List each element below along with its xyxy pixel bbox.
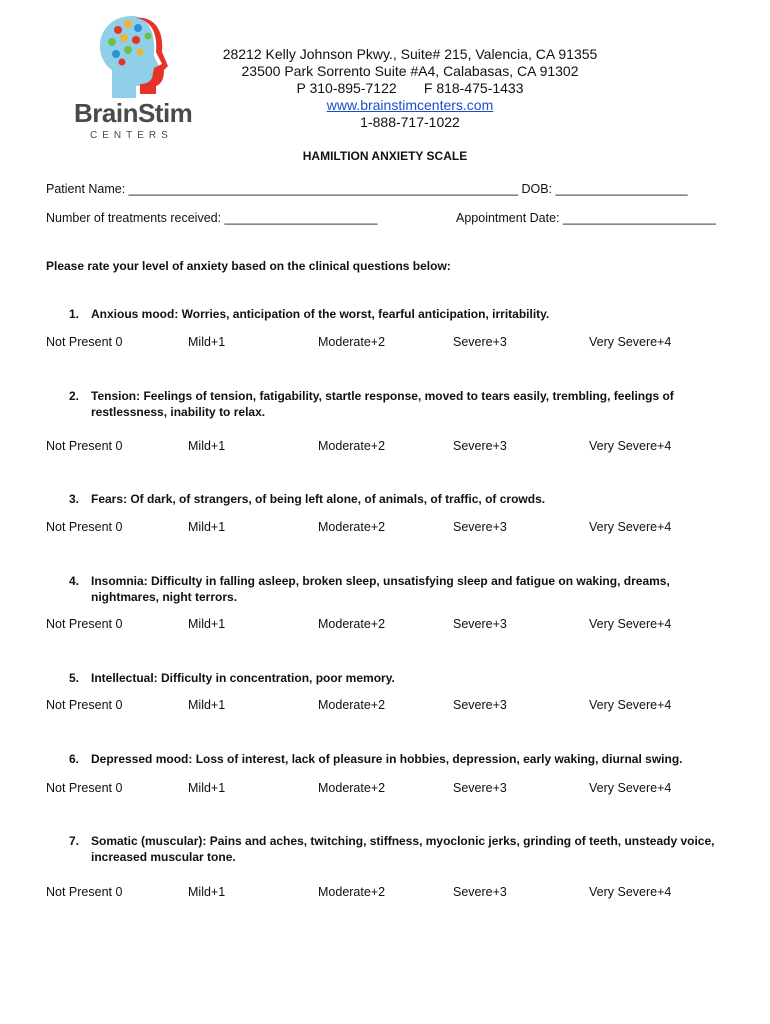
- logo-subtitle: CENTERS: [90, 130, 173, 141]
- treatments-received-field[interactable]: Number of treatments received: ______________________: [46, 211, 378, 225]
- option-very-severe[interactable]: Very Severe+4: [589, 617, 672, 631]
- question-text: Tension: Feelings of tension, fatigability, startle response, moved to tears easily, trembling, feelings of restlessness, inability to relax.: [91, 389, 674, 419]
- option-severe[interactable]: Severe+3: [453, 617, 507, 631]
- rating-options-4: [0, 617, 770, 635]
- logo-wordmark: BrainStim: [74, 98, 193, 128]
- option-severe[interactable]: Severe+3: [453, 439, 507, 453]
- option-not-present[interactable]: Not Present 0: [46, 781, 123, 795]
- option-mild[interactable]: Mild+1: [188, 520, 226, 534]
- question-text: Insomnia: Difficulty in falling asleep, broken sleep, unsatisfying sleep and fatigue on waking, dreams, nightmares, night terrors.: [91, 574, 670, 604]
- clinic-contact-header: [200, 46, 620, 131]
- option-very-severe[interactable]: Very Severe+4: [589, 698, 672, 712]
- question-number: 3.: [69, 492, 80, 506]
- rating-options-3: [0, 520, 770, 538]
- question-text: Somatic (muscular): Pains and aches, twitching, stiffness, myoclonic jerks, grinding of teeth, unsteady voice, increased muscular tone.: [91, 834, 715, 864]
- question-number: 1.: [69, 307, 80, 321]
- form-title: HAMILTION ANXIETY SCALE: [302, 149, 468, 163]
- brainstim-logo: [70, 12, 200, 141]
- option-very-severe[interactable]: Very Severe+4: [589, 335, 672, 349]
- question-number: 7.: [69, 834, 80, 848]
- option-severe[interactable]: Severe+3: [453, 698, 507, 712]
- option-moderate[interactable]: Moderate+2: [318, 698, 386, 712]
- option-mild[interactable]: Mild+1: [188, 617, 226, 631]
- question-number: 6.: [69, 752, 80, 766]
- option-very-severe[interactable]: Very Severe+4: [589, 439, 672, 453]
- instructions: Please rate your level of anxiety based on the clinical questions below:: [46, 259, 451, 273]
- website-link[interactable]: www.brainstimcenters.com: [326, 97, 494, 113]
- option-very-severe[interactable]: Very Severe+4: [589, 781, 672, 795]
- question-text: Anxious mood: Worries, anticipation of the worst, fearful anticipation, irritability.: [91, 307, 550, 321]
- rating-options-6: [0, 781, 770, 799]
- rating-options-2: [0, 439, 770, 457]
- option-very-severe[interactable]: Very Severe+4: [589, 885, 672, 899]
- question-text: Depressed mood: Loss of interest, lack of pleasure in hobbies, depression, early waking, diurnal swing.: [91, 752, 683, 766]
- option-mild[interactable]: Mild+1: [188, 698, 226, 712]
- option-very-severe[interactable]: Very Severe+4: [589, 520, 672, 534]
- option-mild[interactable]: Mild+1: [188, 335, 226, 349]
- option-not-present[interactable]: Not Present 0: [46, 885, 123, 899]
- question-4: [46, 573, 726, 605]
- phone-fax: P 310-895-7122 F 818-475-1433: [296, 80, 524, 96]
- question-7: [46, 833, 726, 865]
- option-not-present[interactable]: Not Present 0: [46, 520, 123, 534]
- rating-options-5: [0, 698, 770, 716]
- address-line-2: 23500 Park Sorrento Suite #A4, Calabasas, CA 91302: [241, 63, 579, 79]
- question-2: [46, 388, 726, 420]
- appointment-date-field[interactable]: Appointment Date: ______________________: [456, 211, 716, 225]
- option-moderate[interactable]: Moderate+2: [318, 439, 386, 453]
- brain-head-logo-icon: [92, 12, 172, 100]
- question-3: [46, 491, 726, 507]
- question-1: [46, 306, 726, 322]
- option-severe[interactable]: Severe+3: [453, 885, 507, 899]
- option-not-present[interactable]: Not Present 0: [46, 439, 123, 453]
- option-moderate[interactable]: Moderate+2: [318, 617, 386, 631]
- question-text: Intellectual: Difficulty in concentration, poor memory.: [91, 671, 395, 685]
- toll-free-number: 1-888-717-1022: [360, 114, 460, 130]
- option-severe[interactable]: Severe+3: [453, 335, 507, 349]
- option-mild[interactable]: Mild+1: [188, 885, 226, 899]
- option-moderate[interactable]: Moderate+2: [318, 335, 386, 349]
- option-mild[interactable]: Mild+1: [188, 781, 226, 795]
- address-line-1: 28212 Kelly Johnson Pkwy., Suite# 215, Valencia, CA 91355: [222, 46, 598, 62]
- patient-name-dob-field[interactable]: Patient Name: ________________________________________________________ DOB: ___________________: [46, 182, 688, 196]
- question-5: [46, 670, 726, 686]
- option-not-present[interactable]: Not Present 0: [46, 698, 123, 712]
- question-number: 5.: [69, 671, 80, 685]
- option-not-present[interactable]: Not Present 0: [46, 335, 123, 349]
- option-mild[interactable]: Mild+1: [188, 439, 226, 453]
- option-moderate[interactable]: Moderate+2: [318, 781, 386, 795]
- question-number: 4.: [69, 574, 80, 588]
- rating-options-1: [0, 335, 770, 353]
- rating-options-7: [0, 885, 770, 903]
- option-severe[interactable]: Severe+3: [453, 520, 507, 534]
- option-not-present[interactable]: Not Present 0: [46, 617, 123, 631]
- option-severe[interactable]: Severe+3: [453, 781, 507, 795]
- option-moderate[interactable]: Moderate+2: [318, 520, 386, 534]
- option-moderate[interactable]: Moderate+2: [318, 885, 386, 899]
- question-number: 2.: [69, 389, 80, 403]
- question-6: [46, 751, 726, 767]
- question-text: Fears: Of dark, of strangers, of being left alone, of animals, of traffic, of crowds.: [91, 492, 546, 506]
